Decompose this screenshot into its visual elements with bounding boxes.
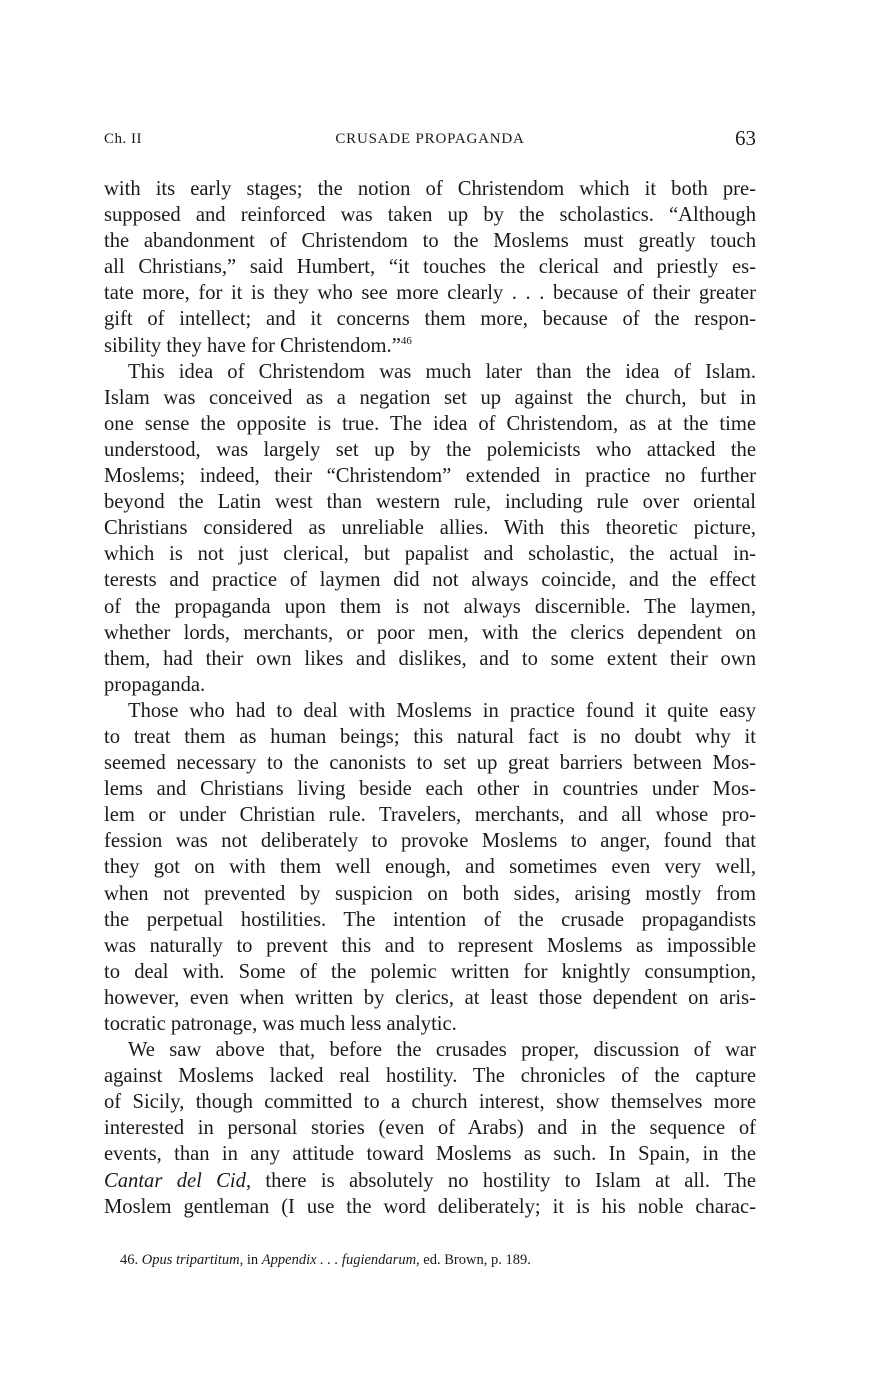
text-line: [104, 333, 756, 359]
text-line: This idea of Christendom was much later than the idea of Islam.: [128, 360, 756, 383]
text-line: they got on with them well enough, and sometimes even very well,: [104, 856, 756, 879]
footnote-in: in: [246, 1252, 259, 1268]
text-line: the abandonment of Christendom to the Moslems must greatly touch: [104, 230, 756, 253]
text-line: one sense the opposite is true. The idea of Christendom, as at the time: [104, 412, 756, 435]
text-line: lems and Christians living beside each other in countries under Mos-: [104, 778, 756, 801]
footnote-appendix: Appendix . . . fugiendarum,: [261, 1252, 420, 1268]
footnote-citation: ed. Brown, p. 189.: [423, 1252, 531, 1268]
text-line: We saw above that, before the crusades proper, discussion of war: [128, 1039, 756, 1062]
chapter-label: Ch. II: [104, 131, 142, 147]
footnote-work-title: Opus tripartitum,: [141, 1252, 244, 1268]
text-line: seemed necessary to the canonists to set up great barriers between Mos-: [104, 752, 756, 775]
text-line: them, had their own likes and dislikes, and to some extent their own: [104, 647, 756, 670]
text-line: propaganda.: [104, 673, 206, 696]
text-line: interested in personal stories (even of Arabs) and in the sequence of: [104, 1117, 756, 1140]
text-line: the perpetual hostilities. The intention of the crusade propagandists: [104, 908, 756, 931]
text-line: fession was not deliberately to provoke Moslems to anger, found that: [104, 830, 756, 853]
text-line: tocratic patronage, was much less analytic.: [104, 1013, 457, 1035]
page-number: 63: [735, 126, 756, 150]
text-line: Christians considered as unreliable allies. With this theoretic picture,: [104, 517, 756, 540]
text-line: which is not just clerical, but papalist and scholastic, the actual in-: [104, 543, 756, 566]
running-head: [104, 128, 756, 154]
text-segment: sibility they have for Christendom.”: [104, 334, 401, 357]
text-line: of the propaganda upon them is not always discernible. The laymen,: [104, 595, 756, 618]
text-line: supposed and reinforced was taken up by the scholastics. “Although: [104, 204, 756, 227]
text-line: was naturally to prevent this and to represent Moslems as impossible: [104, 934, 756, 957]
text-line: [104, 1168, 756, 1194]
text-line: with its early stages; the notion of Christendom which it both pre-: [104, 178, 756, 200]
text-line: when not prevented by suspicion on both sides, arising mostly from: [104, 882, 756, 905]
running-title: CRUSADE PROPAGANDA: [335, 131, 525, 147]
footnote-number: 46.: [120, 1252, 139, 1268]
text-segment: , there is absolutely no hostility to Islam at all. The: [245, 1169, 756, 1192]
text-line: gift of intellect; and it concerns them more, because of the respon-: [104, 308, 756, 331]
text-line: Islam was conceived as a negation set up against the church, but in: [104, 386, 756, 409]
text-line: tate more, for it is they who see more clearly . . . because of their greater: [104, 282, 756, 305]
text-line: Those who had to deal with Moslems in practice found it quite easy: [128, 699, 756, 722]
footnote-reference: 46: [400, 334, 412, 347]
text-line: lem or under Christian rule. Travelers, merchants, and all whose pro-: [104, 804, 756, 827]
text-line: understood, was largely set up by the polemicists who attacked the: [104, 438, 756, 461]
text-line: events, than in any attitude toward Moslems as such. In Spain, in the: [104, 1143, 756, 1166]
text-line: beyond the Latin west than western rule, including rule over oriental: [104, 491, 756, 514]
text-line: against Moslems lacked real hostility. The chronicles of the capture: [104, 1065, 756, 1088]
text-line: to treat them as human beings; this natural fact is no doubt why it: [104, 725, 756, 748]
footnote: [120, 1252, 756, 1269]
text-line: Moslem gentleman (I use the word deliberately; it is his noble charac-: [104, 1195, 756, 1218]
text-line: terests and practice of laymen did not always coincide, and the effect: [104, 569, 756, 592]
text-line: all Christians,” said Humbert, “it touches the clerical and priestly es-: [104, 256, 756, 279]
italic-title: Cantar del Cid: [104, 1169, 246, 1192]
text-line: to deal with. Some of the polemic written for knightly consumption,: [104, 960, 756, 983]
text-line: of Sicily, though committed to a church interest, show themselves more: [104, 1091, 756, 1114]
text-line: Moslems; indeed, their “Christendom” extended in practice no further: [104, 465, 756, 488]
body-text: [104, 176, 756, 1220]
text-line: however, even when written by clerics, at least those dependent on aris-: [104, 986, 756, 1009]
text-line: whether lords, merchants, or poor men, with the clerics dependent on: [104, 621, 756, 644]
